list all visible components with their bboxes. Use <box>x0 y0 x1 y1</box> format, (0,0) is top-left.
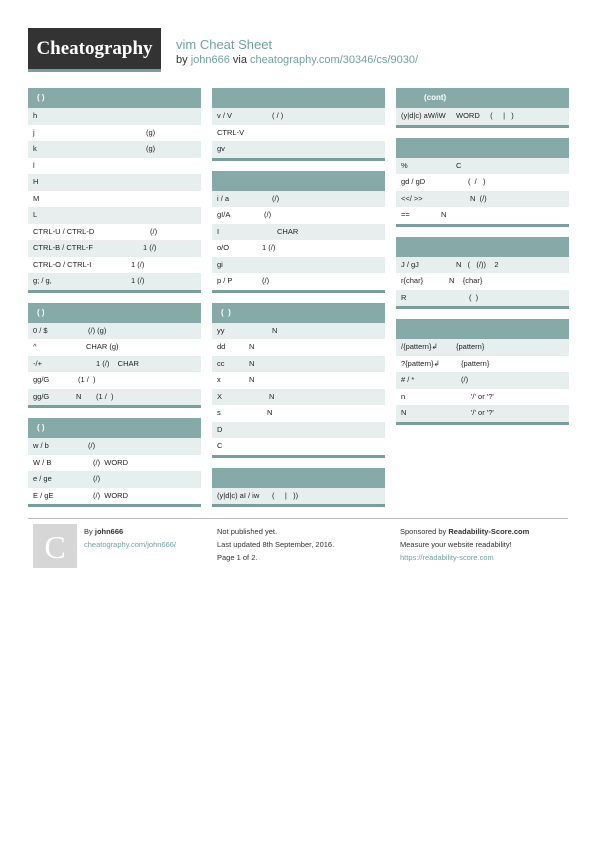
command-key: h <box>33 111 38 120</box>
command-description: {pattern} <box>461 358 490 368</box>
table-row <box>396 174 569 191</box>
command-key: l <box>33 160 35 170</box>
table-row <box>28 356 201 373</box>
command-key: k <box>33 144 37 153</box>
command-key: w / b <box>33 441 49 450</box>
section-rows <box>28 323 201 406</box>
section-rows <box>28 438 201 504</box>
by-label: by <box>176 54 188 66</box>
command-key: (y|d|c) aI / iw <box>217 490 260 500</box>
command-key: I <box>217 226 220 236</box>
command-key: X <box>217 391 223 401</box>
command-key: o/O <box>217 243 230 252</box>
section-rows <box>212 488 385 505</box>
table-row <box>396 405 569 422</box>
section <box>396 237 569 310</box>
command-description: {pattern} <box>456 342 485 351</box>
table-row <box>28 191 201 208</box>
table-row <box>396 158 569 175</box>
section <box>212 171 385 293</box>
table-row <box>212 273 385 290</box>
table-row <box>212 422 385 439</box>
section-header: ( ) <box>28 88 201 108</box>
command-description: ( | )) <box>272 490 299 500</box>
table-row <box>212 323 385 340</box>
command-description: N ( (/)) 2 <box>456 259 499 269</box>
last-updated: Last updated 8th September, 2016. <box>217 540 335 549</box>
table-row <box>28 323 201 340</box>
command-key: CTRL-O / CTRL-I <box>33 259 92 269</box>
table-row <box>396 191 569 208</box>
sponsor-name: Readability-Score.com <box>448 527 530 536</box>
section-header <box>212 171 385 191</box>
table-row <box>28 438 201 455</box>
footer-by-label: By <box>84 527 93 536</box>
command-key: g; / g, <box>33 276 52 285</box>
command-key: 0 / $ <box>33 325 48 335</box>
column-2 <box>212 88 385 517</box>
section-rows <box>212 108 385 158</box>
command-key: D <box>217 424 223 434</box>
command-description: (g) <box>146 127 156 137</box>
command-key: n <box>401 391 406 401</box>
command-key: % <box>401 160 408 170</box>
table-row <box>212 356 385 373</box>
table-row <box>212 389 385 406</box>
command-key: W / B <box>33 457 52 467</box>
table-row <box>28 471 201 488</box>
command-key: # / * <box>401 375 415 384</box>
command-key: H <box>33 177 39 186</box>
avatar-letter: C <box>44 529 66 565</box>
command-description: 1 (/) <box>131 259 145 269</box>
command-description: N <box>267 408 273 417</box>
footer-divider <box>28 518 568 519</box>
section-header <box>396 319 569 339</box>
section-rows <box>212 191 385 290</box>
command-description: 1 (/) CHAR <box>96 358 139 368</box>
section-header: ( ) <box>28 303 201 323</box>
table-row <box>212 191 385 208</box>
command-description: (/) <box>272 193 280 203</box>
command-key: r{char} <box>401 276 424 285</box>
section <box>212 88 385 161</box>
table-row <box>212 240 385 257</box>
command-description: N <box>272 325 278 335</box>
table-row <box>28 158 201 175</box>
table-row <box>28 273 201 290</box>
command-description: 1 (/) <box>262 243 276 252</box>
command-key: yy <box>217 325 225 335</box>
table-row <box>212 438 385 455</box>
section-rows <box>396 257 569 307</box>
section-header: (cont) <box>396 88 569 108</box>
table-row <box>396 257 569 274</box>
command-description: 1 (/) <box>131 276 145 285</box>
page-number: Page 1 of 2. <box>217 553 258 562</box>
table-row <box>28 207 201 224</box>
logo-text: Cheatography <box>36 38 153 59</box>
table-row <box>28 141 201 158</box>
table-row <box>396 389 569 406</box>
command-description: N <box>249 358 255 368</box>
table-row <box>396 290 569 307</box>
table-row <box>28 488 201 505</box>
command-key: s <box>217 408 221 417</box>
command-key: CTRL-B / CTRL-F <box>33 243 93 252</box>
command-description: (1 / ) <box>78 375 96 384</box>
command-key: ?{pattern}↲ <box>401 358 440 368</box>
section-header <box>212 468 385 488</box>
table-row <box>212 405 385 422</box>
table-row <box>396 273 569 290</box>
author-link[interactable]: john666 <box>190 54 230 66</box>
via-label: via <box>232 54 247 66</box>
command-description: '/' or '?' <box>471 408 494 417</box>
column-1 <box>28 88 201 517</box>
section <box>212 303 385 458</box>
table-row <box>212 141 385 158</box>
command-key: L <box>33 210 38 219</box>
command-key: R <box>401 292 407 302</box>
command-key: gv <box>217 144 225 153</box>
command-description: N <box>249 375 255 384</box>
command-key: x <box>217 375 221 384</box>
section <box>396 319 569 425</box>
section-header: ( ) <box>212 303 385 323</box>
command-description: WORD ( | ) <box>456 111 514 120</box>
section <box>212 468 385 508</box>
command-key: gg/G <box>33 375 50 384</box>
command-description: N (/) <box>470 193 487 203</box>
table-row <box>28 339 201 356</box>
command-description: N <box>441 210 447 219</box>
command-key: e / ge <box>33 474 52 483</box>
table-row <box>396 339 569 356</box>
command-description: CHAR <box>277 226 299 236</box>
section <box>396 138 569 227</box>
command-key: v / V <box>217 111 233 120</box>
section-header <box>396 138 569 158</box>
table-row <box>28 389 201 406</box>
table-row <box>212 207 385 224</box>
command-description: N <box>269 391 275 401</box>
table-row <box>212 488 385 505</box>
command-key: <</ >> <box>401 193 423 203</box>
command-key: gg/G <box>33 391 50 401</box>
author-avatar <box>33 524 77 568</box>
section-rows <box>396 158 569 224</box>
command-key: gd / gD <box>401 177 426 186</box>
command-key: i / a <box>217 193 230 203</box>
publish-status: Not published yet. <box>217 527 278 536</box>
command-description: (/) <box>461 375 469 384</box>
table-row <box>28 372 201 389</box>
cheatography-logo[interactable] <box>28 28 161 72</box>
command-description: N <box>249 342 255 351</box>
command-key: C <box>217 441 223 450</box>
sheet-url-link[interactable]: cheatography.com/30346/cs/9030/ <box>250 54 418 66</box>
sponsor-tagline: Measure your website readability! <box>400 540 512 549</box>
command-description: 1 (/) <box>143 243 157 252</box>
footer-author <box>84 525 176 551</box>
command-key: p / P <box>217 276 233 285</box>
table-row <box>28 240 201 257</box>
table-row <box>28 174 201 191</box>
table-row <box>28 108 201 125</box>
command-key: N <box>401 408 407 417</box>
page-title: vim Cheat Sheet <box>176 37 273 52</box>
command-description: ( / ) <box>272 111 284 120</box>
command-key: gi <box>217 259 223 269</box>
command-key: (y|d|c) aW/iW <box>401 111 446 120</box>
table-row <box>212 125 385 142</box>
command-description: (/) (g) <box>88 325 107 335</box>
section-rows <box>396 108 569 125</box>
command-description: (/) <box>150 226 158 236</box>
section-header <box>212 88 385 108</box>
command-key: CTRL-V <box>217 127 245 137</box>
footer-sponsor <box>400 525 529 564</box>
command-key: dd <box>217 342 226 351</box>
section <box>28 418 201 507</box>
section-rows <box>28 108 201 290</box>
command-key: J / gJ <box>401 259 419 269</box>
footer-author-link[interactable]: cheatography.com/john666/ <box>84 540 177 549</box>
command-description: (/) <box>262 276 270 285</box>
command-description: (/) WORD <box>93 490 128 500</box>
command-key: gI/A <box>217 210 231 219</box>
command-description: '/' or '?' <box>471 391 494 401</box>
table-row <box>212 224 385 241</box>
table-row <box>28 257 201 274</box>
command-key: /{pattern}↲ <box>401 342 438 351</box>
command-description: (/) <box>88 441 96 450</box>
table-row <box>212 257 385 274</box>
command-description: (/) WORD <box>93 457 128 467</box>
table-row <box>396 207 569 224</box>
section-header: ( ) <box>28 418 201 438</box>
table-row <box>212 372 385 389</box>
byline <box>176 54 418 66</box>
section <box>28 88 201 293</box>
section-rows <box>212 323 385 455</box>
command-key: E / gE <box>33 490 54 500</box>
command-key: CTRL-U / CTRL-D <box>33 226 95 236</box>
table-row <box>212 339 385 356</box>
sponsor-link[interactable]: https://readability-score.com <box>400 553 494 562</box>
command-description: CHAR (g) <box>86 342 119 351</box>
command-key: M <box>33 193 40 203</box>
table-row <box>28 224 201 241</box>
table-row <box>28 125 201 142</box>
command-description: (g) <box>146 144 156 153</box>
table-row <box>28 455 201 472</box>
command-description: N {char} <box>449 276 483 285</box>
command-description: N (1 / ) <box>76 391 114 401</box>
command-key: ^ <box>33 342 37 351</box>
footer-author-name: john666 <box>94 527 124 536</box>
section <box>396 88 569 128</box>
command-description: C <box>456 160 462 170</box>
command-key: j <box>33 127 35 137</box>
command-description: (/) <box>93 474 101 483</box>
table-row <box>396 372 569 389</box>
command-description: ( ) <box>469 292 479 302</box>
section-rows <box>396 339 569 422</box>
command-description: (/) <box>264 210 272 219</box>
command-description: ( / ) <box>468 177 486 186</box>
sponsor-prefix: Sponsored by <box>400 527 447 536</box>
command-key: -/+ <box>33 358 42 368</box>
column-3 <box>396 88 569 435</box>
command-key: == <box>401 210 410 219</box>
table-row <box>396 356 569 373</box>
footer-status <box>217 525 334 564</box>
section <box>28 303 201 409</box>
table-row <box>396 108 569 125</box>
section-header <box>396 237 569 257</box>
command-key: cc <box>217 358 225 368</box>
table-row <box>212 108 385 125</box>
